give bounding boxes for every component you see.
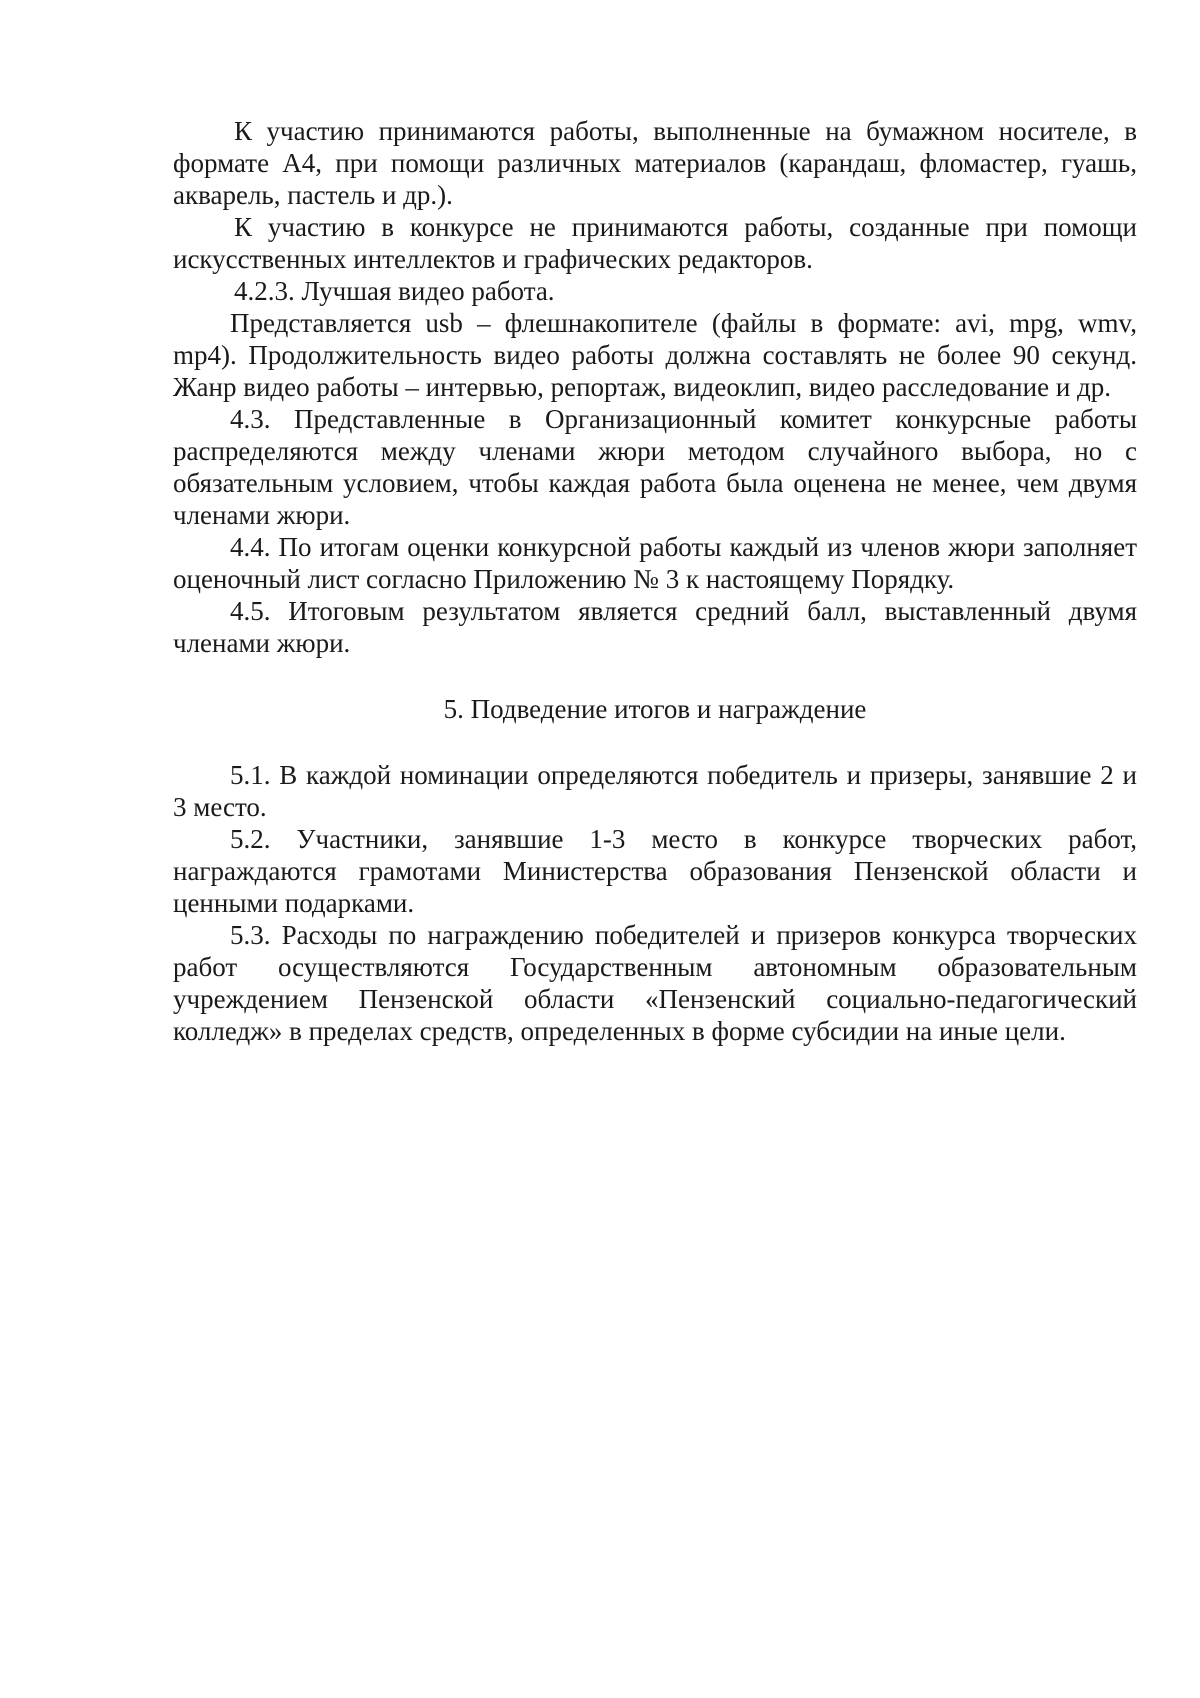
paragraph-4-5: 4.5. Итоговым результатом является средний балл, выставленный двумя членами жюри. xyxy=(173,596,1137,658)
paragraph-4-3: 4.3. Представленные в Организационный комитет конкурсные работы распределяются между членами жюри методом случайного выбора, но с обязательным условием, чтобы каждая работа была оценена не менее, чем двумя членами жюри. xyxy=(173,404,1137,530)
paragraph-5-1: 5.1. В каждой номинации определяются победитель и призеры, занявшие 2 и 3 место. xyxy=(173,760,1137,822)
section-5-heading: 5. Подведение итогов и награждение xyxy=(443,694,867,724)
paragraph-a4-works: К участию принимаются работы, выполненные на бумажном носителе, в формате А4, при помощи различных материалов (карандаш, фломастер, гуашь, акварель, пастель и др.). xyxy=(173,116,1137,210)
paragraph-ai-excluded: К участию в конкурсе не принимаются работы, созданные при помощи искусственных интеллектов и графических редакторов. xyxy=(173,212,1137,274)
document-body xyxy=(173,115,1137,1047)
paragraph-5-2: 5.2. Участники, занявшие 1-3 место в конкурсе творческих работ, награждаются грамотами Министерства образования Пензенской области и ценными подарками. xyxy=(173,824,1137,918)
paragraph-5-3: 5.3. Расходы по награждению победителей и призеров конкурса творческих работ осуществляются Государственным автономным образовательным учреждением Пензенской области «Пензенский социально-педагогический колледж» в пределах средств, определенных в форме субсидии на иные цели. xyxy=(173,920,1137,1046)
paragraph-video-format: Представляется usb – флешнакопителе (файлы в формате: avi, mpg, wmv, mp4). Продолжительность видео работы должна составлять не более 90 секунд. Жанр видео работы – интервью, репортаж, видеоклип, видео расследование и др. xyxy=(173,308,1137,402)
paragraph-4-2-3: 4.2.3. Лучшая видео работа. xyxy=(234,276,555,306)
paragraph-4-4: 4.4. По итогам оценки конкурсной работы каждый из членов жюри заполняет оценочный лист согласно Приложению № 3 к настоящему Порядку. xyxy=(173,532,1137,594)
